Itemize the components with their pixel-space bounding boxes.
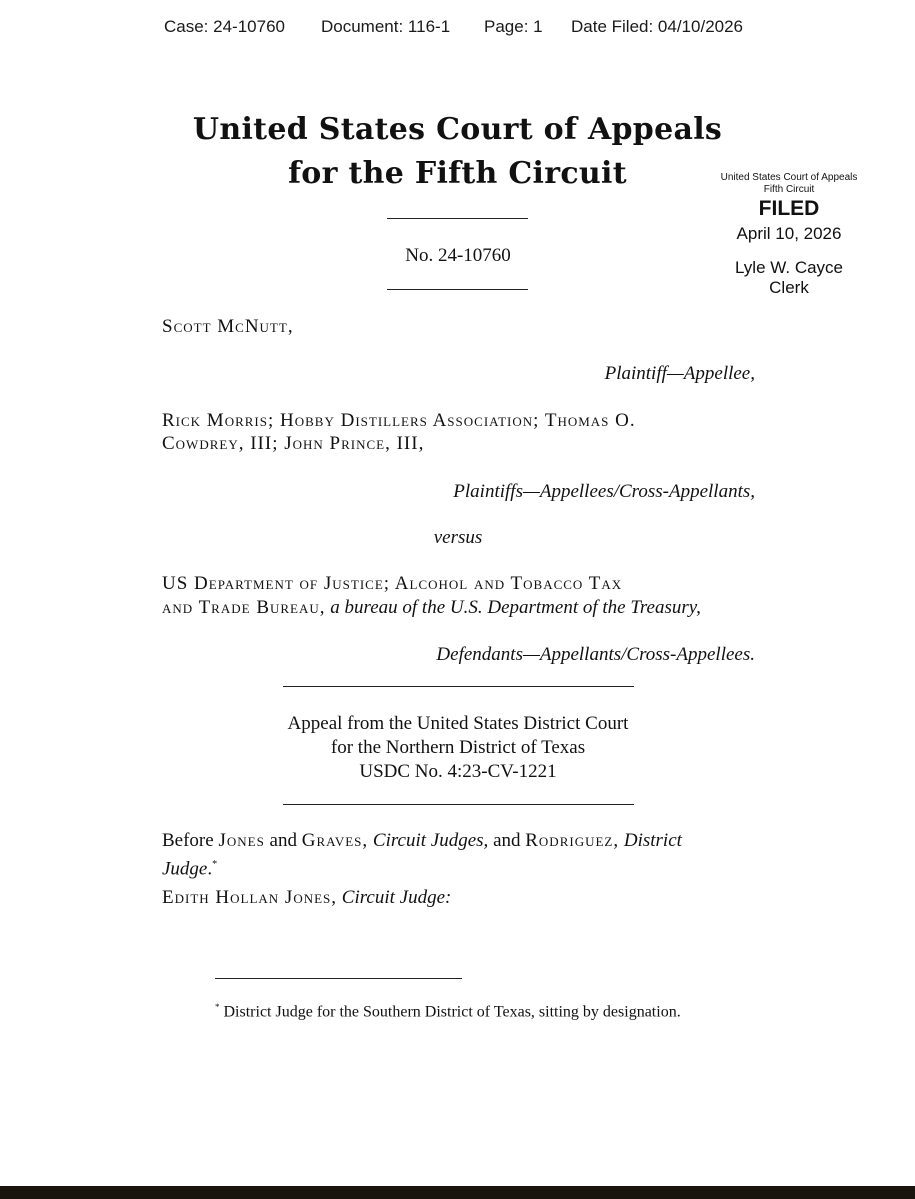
document-number-header: Document: 116-1 <box>321 17 451 36</box>
plaintiff-role: Plaintiff—Appellee, <box>604 363 755 384</box>
judge-rodriguez: Rodriguez, <box>525 830 620 851</box>
filing-header <box>164 17 804 39</box>
judge-graves: Graves, <box>301 830 369 851</box>
circuit-judges-label: Circuit Judges, <box>372 830 489 851</box>
appeal-line2: for the Northern District of Texas <box>330 737 586 758</box>
author-line <box>162 887 662 909</box>
judge-label: Judge <box>162 858 208 880</box>
footnote-rule <box>215 978 462 979</box>
footnote-reference: * <box>212 859 218 870</box>
stamp-clerk-name: Lyle W. Cayce <box>734 258 844 277</box>
divider-rule <box>387 218 528 219</box>
appeal-line1: Appeal from the United States District Court <box>287 713 629 734</box>
judge-jones: Jones <box>218 830 265 851</box>
court-title-line2: for the Fifth Circuit <box>288 156 627 191</box>
bottom-bar <box>0 1186 915 1199</box>
court-title-line1: United States Court of Appeals <box>192 112 723 147</box>
footnote-mark: * <box>215 1002 220 1012</box>
stamp-date: April 10, 2026 <box>736 224 842 243</box>
panel-line2 <box>162 854 462 880</box>
footnote <box>215 997 755 1022</box>
defendants-names-line1: US Department of Justice; Alcohol and Tobacco Tax <box>162 573 623 594</box>
case-number: No. 24-10760 <box>405 245 511 266</box>
page-number-header: Page: 1 <box>484 17 543 36</box>
panel-line1 <box>162 830 755 852</box>
plaintiffs-names-line1: Rick Morris; Hobby Distillers Association; Thomas O. <box>162 410 636 431</box>
defendants-names-line2 <box>162 597 762 619</box>
plaintiffs-role: Plaintiffs—Appellees/Cross-Appellants, <box>453 481 755 502</box>
stamp-circuit: Fifth Circuit <box>763 184 815 195</box>
and-word: and <box>269 830 297 851</box>
divider-rule <box>283 686 634 687</box>
stamp-court: United States Court of Appeals <box>720 172 858 183</box>
plaintiff-name: Scott McNutt, <box>162 316 294 337</box>
stamp-clerk-title: Clerk <box>769 278 809 297</box>
defendant-name: and Trade Bureau, <box>162 597 326 618</box>
author-title: Circuit Judge: <box>341 887 452 908</box>
and-word: and <box>493 830 521 851</box>
usdc-number: USDC No. 4:23-CV-1221 <box>359 761 557 782</box>
district-label: District <box>623 830 682 851</box>
date-filed-header: Date Filed: 04/10/2026 <box>571 17 744 36</box>
author-name: Edith Hollan Jones, <box>162 887 338 908</box>
period: . <box>207 858 213 880</box>
defendant-description: a bureau of the U.S. Department of the Treasury, <box>330 597 701 618</box>
divider-rule <box>283 804 634 805</box>
divider-rule <box>387 289 528 290</box>
plaintiffs-names-line2: Cowdrey, III; John Prince, III, <box>162 433 425 454</box>
case-number-header: Case: 24-10760 <box>164 17 285 36</box>
footnote-text: District Judge for the Southern District of Texas, sitting by designation. <box>223 1003 681 1021</box>
filed-stamp-label: FILED <box>758 197 820 220</box>
defendants-role: Defendants—Appellants/Cross-Appellees. <box>436 644 755 665</box>
versus-label: versus <box>433 527 483 548</box>
before-word: Before <box>162 830 214 851</box>
